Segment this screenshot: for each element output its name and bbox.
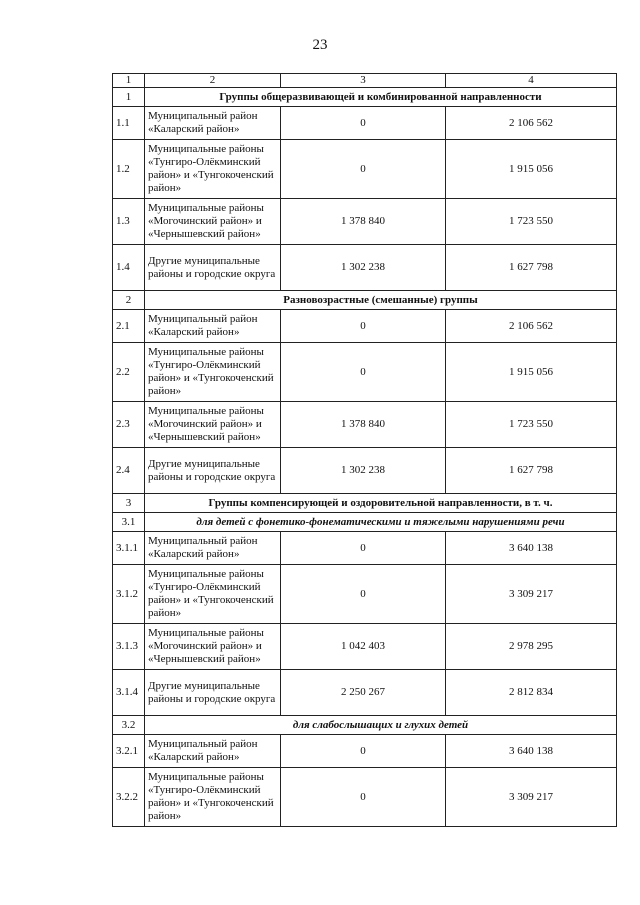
section-row bbox=[113, 88, 617, 107]
value-column-3: 1 378 840 bbox=[281, 199, 446, 245]
value-column-3: 1 302 238 bbox=[281, 245, 446, 291]
row-number: 2.2 bbox=[113, 343, 145, 402]
value-column-4: 2 978 295 bbox=[446, 624, 617, 670]
table-row bbox=[113, 565, 617, 624]
table-row bbox=[113, 107, 617, 140]
value-column-3: 1 302 238 bbox=[281, 448, 446, 494]
table-row bbox=[113, 670, 617, 716]
row-number: 2.1 bbox=[113, 310, 145, 343]
value-column-3: 0 bbox=[281, 768, 446, 827]
municipality-name: Муниципальные районы «Тунгиро-Олёкминский район» и «Тунгокоченский район» bbox=[145, 140, 281, 199]
value-column-3: 2 250 267 bbox=[281, 670, 446, 716]
row-number: 3.1 bbox=[113, 513, 145, 532]
column-number: 3 bbox=[281, 74, 446, 88]
value-column-4: 1 915 056 bbox=[446, 343, 617, 402]
row-number: 1.1 bbox=[113, 107, 145, 140]
value-column-4: 1 723 550 bbox=[446, 199, 617, 245]
value-column-4: 1 723 550 bbox=[446, 402, 617, 448]
value-column-4: 3 640 138 bbox=[446, 735, 617, 768]
row-number: 3.1.2 bbox=[113, 565, 145, 624]
table-body bbox=[113, 74, 617, 827]
value-column-3: 1 378 840 bbox=[281, 402, 446, 448]
row-number: 1.4 bbox=[113, 245, 145, 291]
row-number: 3.2.1 bbox=[113, 735, 145, 768]
value-column-3: 0 bbox=[281, 343, 446, 402]
municipality-name: Муниципальные районы «Могочинский район» и «Чернышевский район» bbox=[145, 402, 281, 448]
municipality-name: Муниципальные районы «Могочинский район» и «Чернышевский район» bbox=[145, 199, 281, 245]
value-column-3: 0 bbox=[281, 140, 446, 199]
section-row bbox=[113, 291, 617, 310]
column-number-row bbox=[113, 74, 617, 88]
value-column-3: 0 bbox=[281, 107, 446, 140]
table-row bbox=[113, 199, 617, 245]
municipality-name: Другие муниципальные районы и городские округа bbox=[145, 245, 281, 291]
column-number: 1 bbox=[113, 74, 145, 88]
value-column-4: 2 106 562 bbox=[446, 310, 617, 343]
value-column-3: 0 bbox=[281, 310, 446, 343]
section-row bbox=[113, 494, 617, 513]
value-column-4: 3 640 138 bbox=[446, 532, 617, 565]
value-column-3: 0 bbox=[281, 565, 446, 624]
table-row bbox=[113, 624, 617, 670]
municipality-name: Муниципальный район «Каларский район» bbox=[145, 107, 281, 140]
table-row bbox=[113, 768, 617, 827]
table-row bbox=[113, 140, 617, 199]
municipality-name: Муниципальный район «Каларский район» bbox=[145, 532, 281, 565]
value-column-4: 1 627 798 bbox=[446, 245, 617, 291]
municipality-name: Муниципальные районы «Тунгиро-Олёкминский район» и «Тунгокоченский район» bbox=[145, 768, 281, 827]
subsection-row bbox=[113, 716, 617, 735]
table-row bbox=[113, 310, 617, 343]
value-column-4: 1 915 056 bbox=[446, 140, 617, 199]
row-number: 1.3 bbox=[113, 199, 145, 245]
row-number: 3.1.3 bbox=[113, 624, 145, 670]
table-row bbox=[113, 343, 617, 402]
value-column-4: 1 627 798 bbox=[446, 448, 617, 494]
municipality-name: Муниципальные районы «Могочинский район» и «Чернышевский район» bbox=[145, 624, 281, 670]
municipality-name: Муниципальный район «Каларский район» bbox=[145, 735, 281, 768]
column-number: 4 bbox=[446, 74, 617, 88]
municipality-name: Муниципальный район «Каларский район» bbox=[145, 310, 281, 343]
subsection-row bbox=[113, 513, 617, 532]
page-number: 23 bbox=[312, 37, 328, 53]
section-title: Группы компенсирующей и оздоровительной направленности, в т. ч. bbox=[145, 494, 617, 513]
value-column-3: 0 bbox=[281, 532, 446, 565]
row-number: 1.2 bbox=[113, 140, 145, 199]
row-number: 1 bbox=[113, 88, 145, 107]
row-number: 2.3 bbox=[113, 402, 145, 448]
row-number: 3.1.4 bbox=[113, 670, 145, 716]
value-column-3: 0 bbox=[281, 735, 446, 768]
municipality-name: Муниципальные районы «Тунгиро-Олёкминский район» и «Тунгокоченский район» bbox=[145, 565, 281, 624]
municipality-name: Муниципальные районы «Тунгиро-Олёкминский район» и «Тунгокоченский район» bbox=[145, 343, 281, 402]
subsection-title: для слабослышащих и глухих детей bbox=[145, 716, 617, 735]
row-number: 2.4 bbox=[113, 448, 145, 494]
table-row bbox=[113, 735, 617, 768]
table-row bbox=[113, 402, 617, 448]
row-number: 3.1.1 bbox=[113, 532, 145, 565]
value-column-4: 2 106 562 bbox=[446, 107, 617, 140]
tariff-table bbox=[112, 73, 617, 827]
municipality-name: Другие муниципальные районы и городские округа bbox=[145, 448, 281, 494]
value-column-4: 3 309 217 bbox=[446, 768, 617, 827]
value-column-4: 2 812 834 bbox=[446, 670, 617, 716]
table-row bbox=[113, 448, 617, 494]
row-number: 3 bbox=[113, 494, 145, 513]
table-row bbox=[113, 532, 617, 565]
section-title: Разновозрастные (смешанные) группы bbox=[145, 291, 617, 310]
value-column-4: 3 309 217 bbox=[446, 565, 617, 624]
municipality-name: Другие муниципальные районы и городские округа bbox=[145, 670, 281, 716]
row-number: 3.2.2 bbox=[113, 768, 145, 827]
row-number: 2 bbox=[113, 291, 145, 310]
section-title: Группы общеразвивающей и комбинированной направленности bbox=[145, 88, 617, 107]
row-number: 3.2 bbox=[113, 716, 145, 735]
column-number: 2 bbox=[145, 74, 281, 88]
table-row bbox=[113, 245, 617, 291]
subsection-title: для детей с фонетико-фонематическими и тяжелыми нарушениями речи bbox=[145, 513, 617, 532]
value-column-3: 1 042 403 bbox=[281, 624, 446, 670]
